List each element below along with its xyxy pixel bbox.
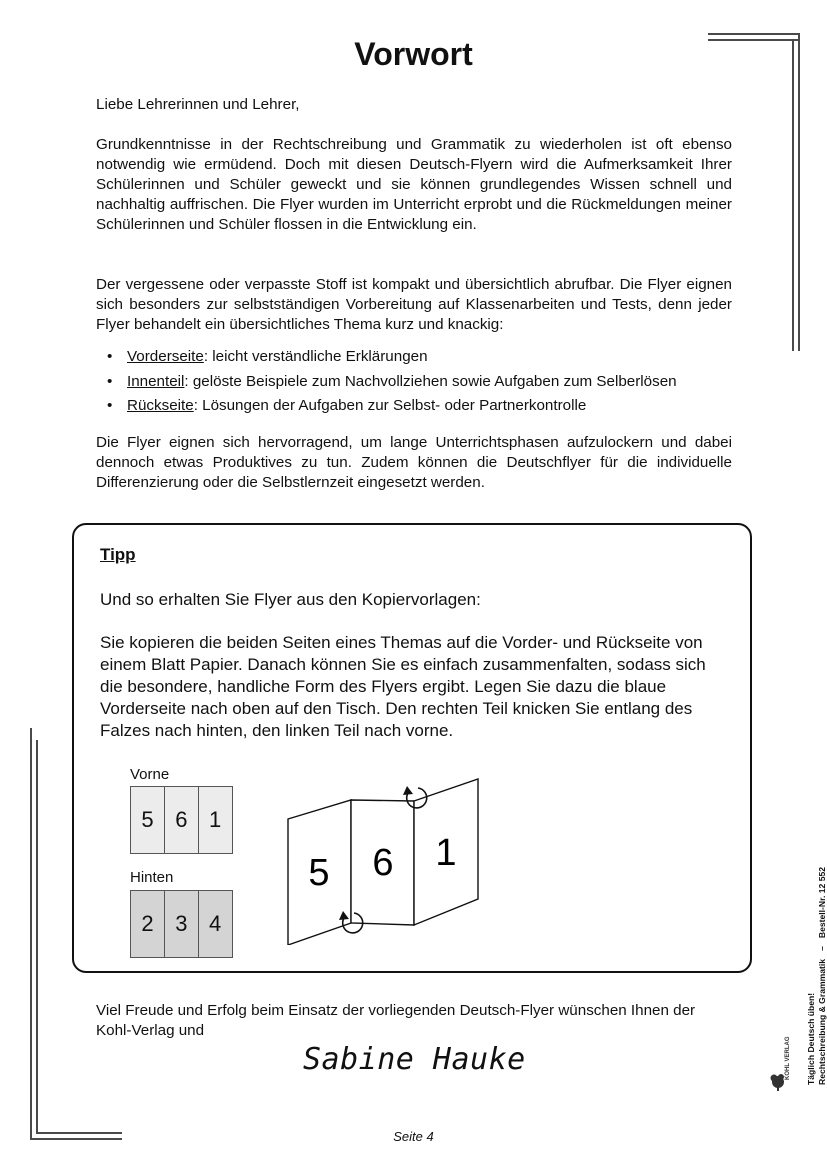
frame-line-right-inner [792, 39, 794, 351]
side-book-title [817, 867, 827, 1085]
intro-paragraph: Grundkenntnisse in der Rechtschreibung und Grammatik zu wiederholen ist oft ebenso notwendig wie ermüdend. Doch mit diesen Deutsch-Flyern wird die Aufmerksamkeit Ihrer Schülerinnen und Schüler geweckt und sie können grundlegendes Wissen schnell und nachhaltig auffrischen. Die Flyer wurden im Unterricht erprobt und die Rückmeldungen meiner Schülerinnen und Schüler flossen in die Entwicklung ein. [96, 136, 732, 233]
list-item-text: : gelöste Beispiele zum Nachvollziehen sowie Aufgaben zum Selberlösen [184, 372, 677, 390]
list-item-term: Rückseite [127, 397, 194, 414]
frame-line-right [798, 33, 800, 351]
bullet-dot: • [107, 348, 113, 365]
tip-body: Sie kopieren die beiden Seiten eines Themas auf die Vorder- und Rückseite von einem Blatt Papier. Danach können Sie es einfach zusammenfalten, sodass sich die besondere, handliche Form des Flyers ergibt. Legen Sie dazu die blaue Vorderseite nach oben auf den Tisch. Den rechten Teil knicken Sie entlang des Falzes nach hinten, den linken Teil nach vorne. [100, 633, 706, 740]
logo-text: KOHL VERLAG [785, 1036, 791, 1080]
overview-paragraph: Der vergessene oder verpasste Stoff ist kompakt und übersichtlich abrufbar. Die Flyer eignen sich besonders zur selbstständigen Vorbereitung auf Klassenarbeiten und Tests, denn jeder Flyer behandelt ein übersichtliches Thema kurz und knackig: [96, 276, 732, 333]
tip-subheading: Und so erhalten Sie Flyer aus den Kopiervorlagen: [100, 590, 481, 609]
front-panel: 6 [164, 786, 199, 854]
frame-line-left [30, 728, 32, 1140]
front-panel: 1 [198, 786, 233, 854]
fold-panel-number: 5 [308, 852, 330, 894]
back-panel: 3 [164, 890, 199, 958]
greeting: Liebe Lehrerinnen und Lehrer, [96, 96, 300, 113]
list-item [107, 394, 747, 419]
back-label: Hinten [130, 869, 174, 886]
list-item-term: Innenteil [127, 372, 185, 390]
side-info [806, 867, 827, 1085]
back-panels [130, 890, 233, 958]
back-panel: 4 [198, 890, 233, 958]
side-separator: – [817, 946, 827, 951]
page-title: Vorwort [354, 36, 473, 72]
side-series-title: Täglich Deutsch üben! [806, 992, 816, 1085]
kohl-verlag-logo [770, 1034, 792, 1092]
list-item-text: : leicht verständliche Erklärungen [203, 348, 428, 365]
page-number: Seite 4 [393, 1129, 434, 1144]
folded-flyer-illustration [284, 775, 484, 945]
bullet-dot: • [107, 397, 113, 414]
frame-line-left-inner [36, 740, 38, 1134]
back-panel: 2 [130, 890, 165, 958]
usage-paragraph: Die Flyer eignen sich hervorragend, um lange Unterrichtsphasen aufzulockern und dabei dennoch etwas Produktives zu tun. Zudem können die Deutschflyer für die individuelle Differenzierung oder die Selbstlernzeit eingesetzt werden. [96, 434, 732, 491]
front-label: Vorne [130, 766, 170, 783]
front-panels [130, 786, 233, 854]
tip-heading: Tipp [100, 545, 136, 564]
side-order-number: Bestell-Nr. 12 552 [817, 866, 827, 939]
frame-line-top-right [708, 33, 800, 35]
fold-panel-number: 1 [435, 832, 457, 874]
bullet-dot: • [107, 372, 113, 390]
fold-panel-number: 6 [372, 842, 394, 884]
side-book-subtitle: Rechtschreibung & Grammatik [817, 958, 827, 1085]
list-item-text: : Lösungen der Aufgaben zur Selbst- oder Partnerkontrolle [193, 397, 587, 414]
list-item [107, 345, 747, 370]
front-panel: 5 [130, 786, 165, 854]
tip-box [72, 523, 752, 973]
closing-text: Viel Freude und Erfolg beim Einsatz der vorliegenden Deutsch-Flyer wünschen Ihnen der Kohl-Verlag und [96, 1002, 696, 1039]
flyer-parts-list [107, 345, 747, 419]
signature: Sabine Hauke [303, 1042, 526, 1077]
list-item [107, 370, 747, 395]
list-item-term: Vorderseite [127, 348, 204, 365]
